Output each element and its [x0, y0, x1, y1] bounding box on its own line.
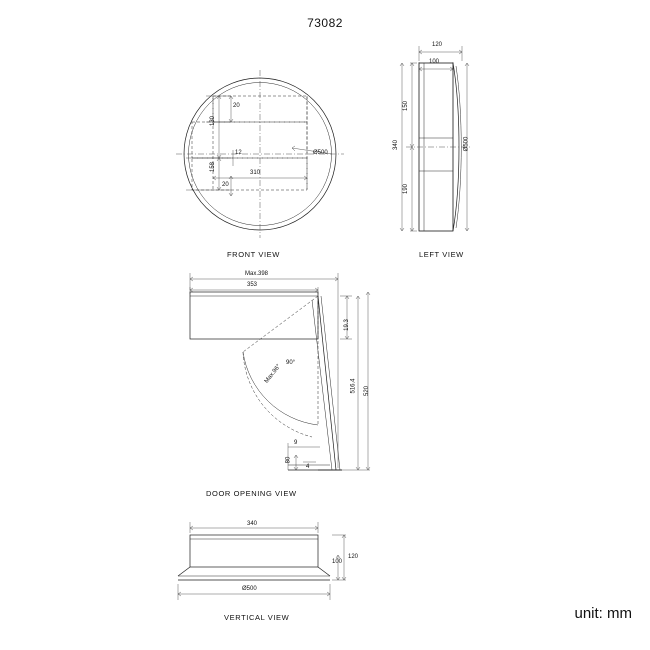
front-dim-130: 130	[210, 115, 217, 127]
caption-vertical-view: VERTICAL VIEW	[224, 613, 290, 622]
door-dim-4: 4	[306, 464, 310, 470]
door-dim-max398: Max.398	[245, 271, 269, 277]
vertical-diameter-500: Ø500	[242, 586, 257, 592]
door-angle-max96: Max.96°	[263, 363, 283, 385]
front-dim-310: 310	[250, 170, 261, 176]
vertical-dim-100: 100	[332, 559, 343, 565]
left-dim-100: 100	[429, 59, 440, 65]
left-dim-150: 150	[403, 100, 410, 112]
left-dim-120: 120	[432, 42, 443, 48]
door-dim-19-3: 19.3	[343, 319, 350, 331]
door-dim-520: 520	[364, 385, 371, 397]
vertical-dim-120: 120	[348, 554, 359, 560]
door-dim-80: 80	[285, 456, 292, 464]
left-dim-190: 190	[403, 183, 410, 195]
front-diameter-500: Ø500	[313, 150, 328, 156]
unit-note: unit: mm	[574, 605, 632, 622]
door-dim-353: 353	[247, 282, 258, 288]
door-dim-516-4: 516.4	[350, 378, 357, 394]
door-dim-9: 9	[294, 440, 298, 446]
left-dim-340: 340	[393, 139, 400, 151]
front-dim-20-bottom: 20	[222, 182, 229, 188]
left-diameter-500: Ø500	[463, 136, 470, 152]
front-dim-20-top: 20	[233, 103, 240, 109]
front-dim-158: 158	[210, 161, 217, 173]
caption-front-view: FRONT VIEW	[227, 250, 280, 259]
caption-left-view: LEFT VIEW	[419, 250, 464, 259]
page-title: 73082	[307, 16, 343, 30]
caption-door-opening-view: DOOR OPENING VIEW	[206, 489, 297, 498]
front-dim-12: 12	[235, 150, 242, 156]
vertical-dim-340: 340	[247, 521, 258, 527]
door-angle-90: 90°	[286, 360, 296, 366]
